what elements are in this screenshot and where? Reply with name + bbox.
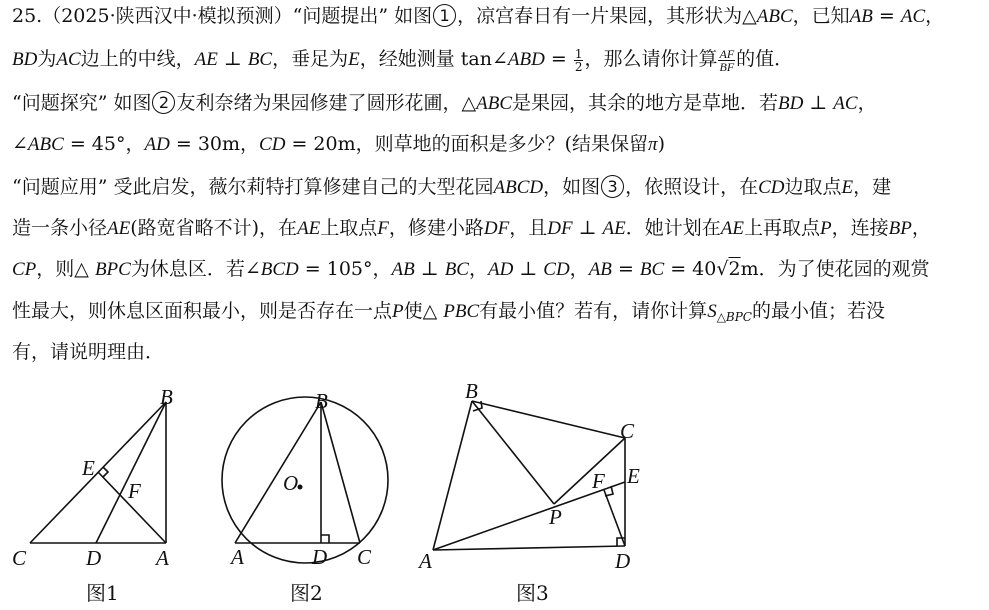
problem-number: 25. bbox=[12, 5, 43, 27]
fig1-label-A: A bbox=[156, 546, 169, 570]
fig2-label-A: A bbox=[231, 545, 244, 569]
fig1-label-F: F bbox=[128, 479, 141, 503]
fig3-label-C: C bbox=[620, 419, 635, 443]
figure-3-caption: 图3 bbox=[516, 581, 549, 605]
figure-1-caption: 图1 bbox=[86, 581, 119, 605]
figure-ref-2: 2 bbox=[152, 91, 175, 114]
problem-line-6: 造一条小径AE(路宽省略不计)，在AE上取点F，修建小路DF，且DF ⊥ AE．她计划在AE上再取点P，连接BP， bbox=[12, 217, 931, 239]
section-label-2: “问题探究” bbox=[12, 92, 108, 114]
section-label-3: “问题应用” bbox=[12, 176, 108, 198]
fig3-label-B: B bbox=[465, 379, 478, 403]
figure-2-diagram bbox=[215, 380, 420, 580]
problem-line-9: 有，请说明理由． bbox=[12, 341, 165, 363]
fig2-label-B: B bbox=[315, 389, 328, 413]
fig3-label-F: F bbox=[592, 469, 605, 493]
fig3-label-A: A bbox=[419, 549, 432, 573]
problem-line-3: “问题探究” 如图 2 友利奈绪为果园修建了圆形花圃，△ABC是果园，其余的地方是草地．若BD ⊥ AC， bbox=[12, 92, 877, 114]
figure-1-diagram bbox=[0, 380, 200, 580]
fig2-center-point bbox=[298, 485, 303, 490]
fig2-label-O: O bbox=[283, 471, 299, 495]
problem-line-5: “问题应用” 受此启发，薇尔莉特打算修建自己的大型花园ABCD，如图 3 ，依照设计，在CD边取点E，建 bbox=[12, 176, 892, 198]
figure-2-caption: 图2 bbox=[290, 581, 323, 605]
fig1-label-C: C bbox=[12, 546, 27, 570]
figure-2 bbox=[215, 380, 420, 580]
fig2-label-D: D bbox=[312, 545, 328, 569]
fig3-label-E: E bbox=[627, 464, 640, 488]
problem-line-2: BD为AC边上的中线，AE ⊥ BC，垂足为E，经她测量 tan∠ABD = $\frac{1}{2}$ ，那么请你计算 $\frac{AF}{BF}$ 的值． bbox=[12, 46, 794, 74]
fig1-label-B: B bbox=[160, 385, 173, 409]
figure-ref-1: 1 bbox=[433, 4, 456, 27]
fig3-label-P: P bbox=[549, 505, 562, 529]
figure-ref-3: 3 bbox=[601, 175, 624, 198]
problem-line-1: 25.（2025·陕西汉中·模拟预测）“问题提出” 如图 1 ，凉宫春日有一片果园，其形状为△ABC，已知AB = AC， bbox=[12, 5, 945, 27]
figure-1 bbox=[0, 380, 200, 580]
figure-3 bbox=[415, 370, 655, 580]
problem-source: （2025·陕西汉中·模拟预测） bbox=[42, 5, 293, 27]
problem-line-8: 性最大，则休息区面积最小，则是否存在一点P使△ PBC有最小值？若有，请你计算$S_{\triangle BPC}$的最小值；若没 bbox=[12, 300, 886, 324]
fig1-label-D: D bbox=[86, 546, 102, 570]
fig1-label-E: E bbox=[82, 456, 95, 480]
fig2-label-C: C bbox=[357, 545, 372, 569]
figure-3-diagram bbox=[415, 370, 655, 580]
fig3-label-D: D bbox=[615, 549, 631, 573]
problem-line-4: ∠ABC = 45°，AD = 30m，CD = 20m，则草地的面积是多少？(结果保留π) bbox=[12, 133, 665, 155]
problem-line-7: CP，则△ BPC为休息区．若∠BCD = 105°，AB ⊥ BC，AD ⊥ CD，AB = BC = 40√2m．为了使花园的观赏 bbox=[12, 258, 930, 280]
section-label-1: “问题提出” bbox=[292, 5, 389, 27]
